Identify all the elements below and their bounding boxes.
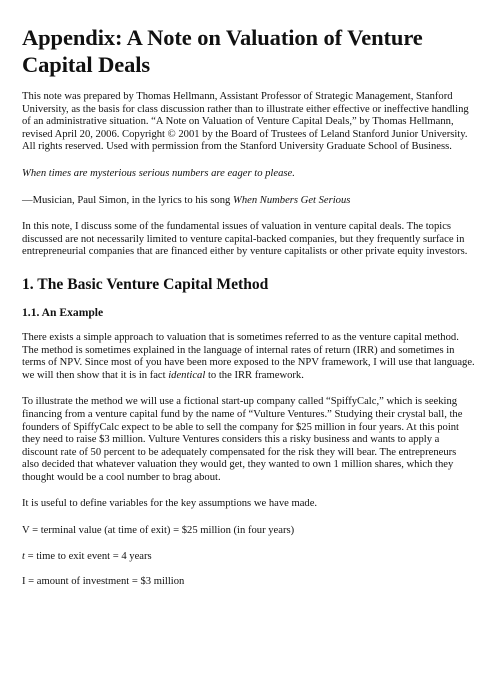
intro-paragraph: In this note, I discuss some of the fundamental issues of valuation in venture capital deals. The topics discussed are not necessarily limited to venture capital-backed companies, but they frequently surface in entrepreneurial companies that are financed either by venture capitalists or other private equity investors.	[22, 221, 468, 258]
subsection-heading: 1.1. An Example	[22, 305, 104, 319]
variable-terminal-value	[22, 525, 475, 538]
method-paragraph	[22, 332, 475, 382]
variable-definition: = amount of investment = $3 million	[25, 576, 185, 588]
section-heading: 1. The Basic Venture Capital Method	[22, 275, 269, 293]
variable-symbol: t	[22, 550, 25, 562]
example-paragraph: To illustrate the method we will use a fictional start-up company called “SpiffyCalc,” which is seeking financing from a venture capital fund by the name of “Vulture Ventures.” Studying their crystal ball, the founders of SpiffyCalc expect to be able to sell the company for $25 million in four years. At this point they need to raise $3 million. Vulture Ventures considers this a risky business and wants to apply a discount rate of 50 percent to be adequately compensated for the risk they will bear. The entrepreneurs also decided that whatever valuation they would get, they wanted to own 1 million shares, which they thought would be a cool number to brag about.	[22, 396, 463, 483]
variable-time-to-exit	[22, 551, 475, 564]
epigraph-quote: When times are mysterious serious numbers are eager to please.	[22, 167, 295, 179]
variable-definition: = time to exit event = 4 years	[24, 550, 152, 562]
emphasis-identical: identical	[168, 369, 206, 381]
credit-note: This note was prepared by Thomas Hellmann, Assistant Professor of Strategic Management, Stanford University, as the basis for class discussion rather than to illustrate either effective or ineffective handling of an administrative situation. “A Note on Valuation of Venture Capital Deals,” by Thomas Hellmann, revised April 20, 2006. Copyright © 2001 by the Board of Trustees of Leland Stanford Junior University. All rights reserved. Used with permission from the Stanford University Graduate School of Business.	[22, 91, 469, 153]
variable-symbol: I	[22, 576, 26, 588]
song-title: When Numbers Get Serious	[233, 194, 351, 206]
method-text-before: There exists a simple approach to valuation that is sometimes referred to as the venture capital method. The method is sometimes explained in the language of internal rates of return (IRR) and sometimes in terms of NPV. Since most of you have been more exposed to the NPV framework, I will use that language. we will then show that it is in fact	[22, 331, 475, 381]
variable-symbol: V	[22, 525, 30, 537]
document-title: Appendix: A Note on Valuation of Venture Capital Deals	[22, 25, 423, 77]
attribution-prefix: —Musician, Paul Simon, in the lyrics to his song	[22, 194, 233, 206]
variable-investment	[22, 576, 475, 589]
method-text-after: to the IRR framework.	[205, 369, 304, 381]
variables-intro: It is useful to define variables for the key assumptions we have made.	[22, 498, 318, 510]
epigraph-attribution	[22, 195, 475, 208]
variable-definition: = terminal value (at time of exit) = $25 million (in four years)	[29, 525, 295, 537]
